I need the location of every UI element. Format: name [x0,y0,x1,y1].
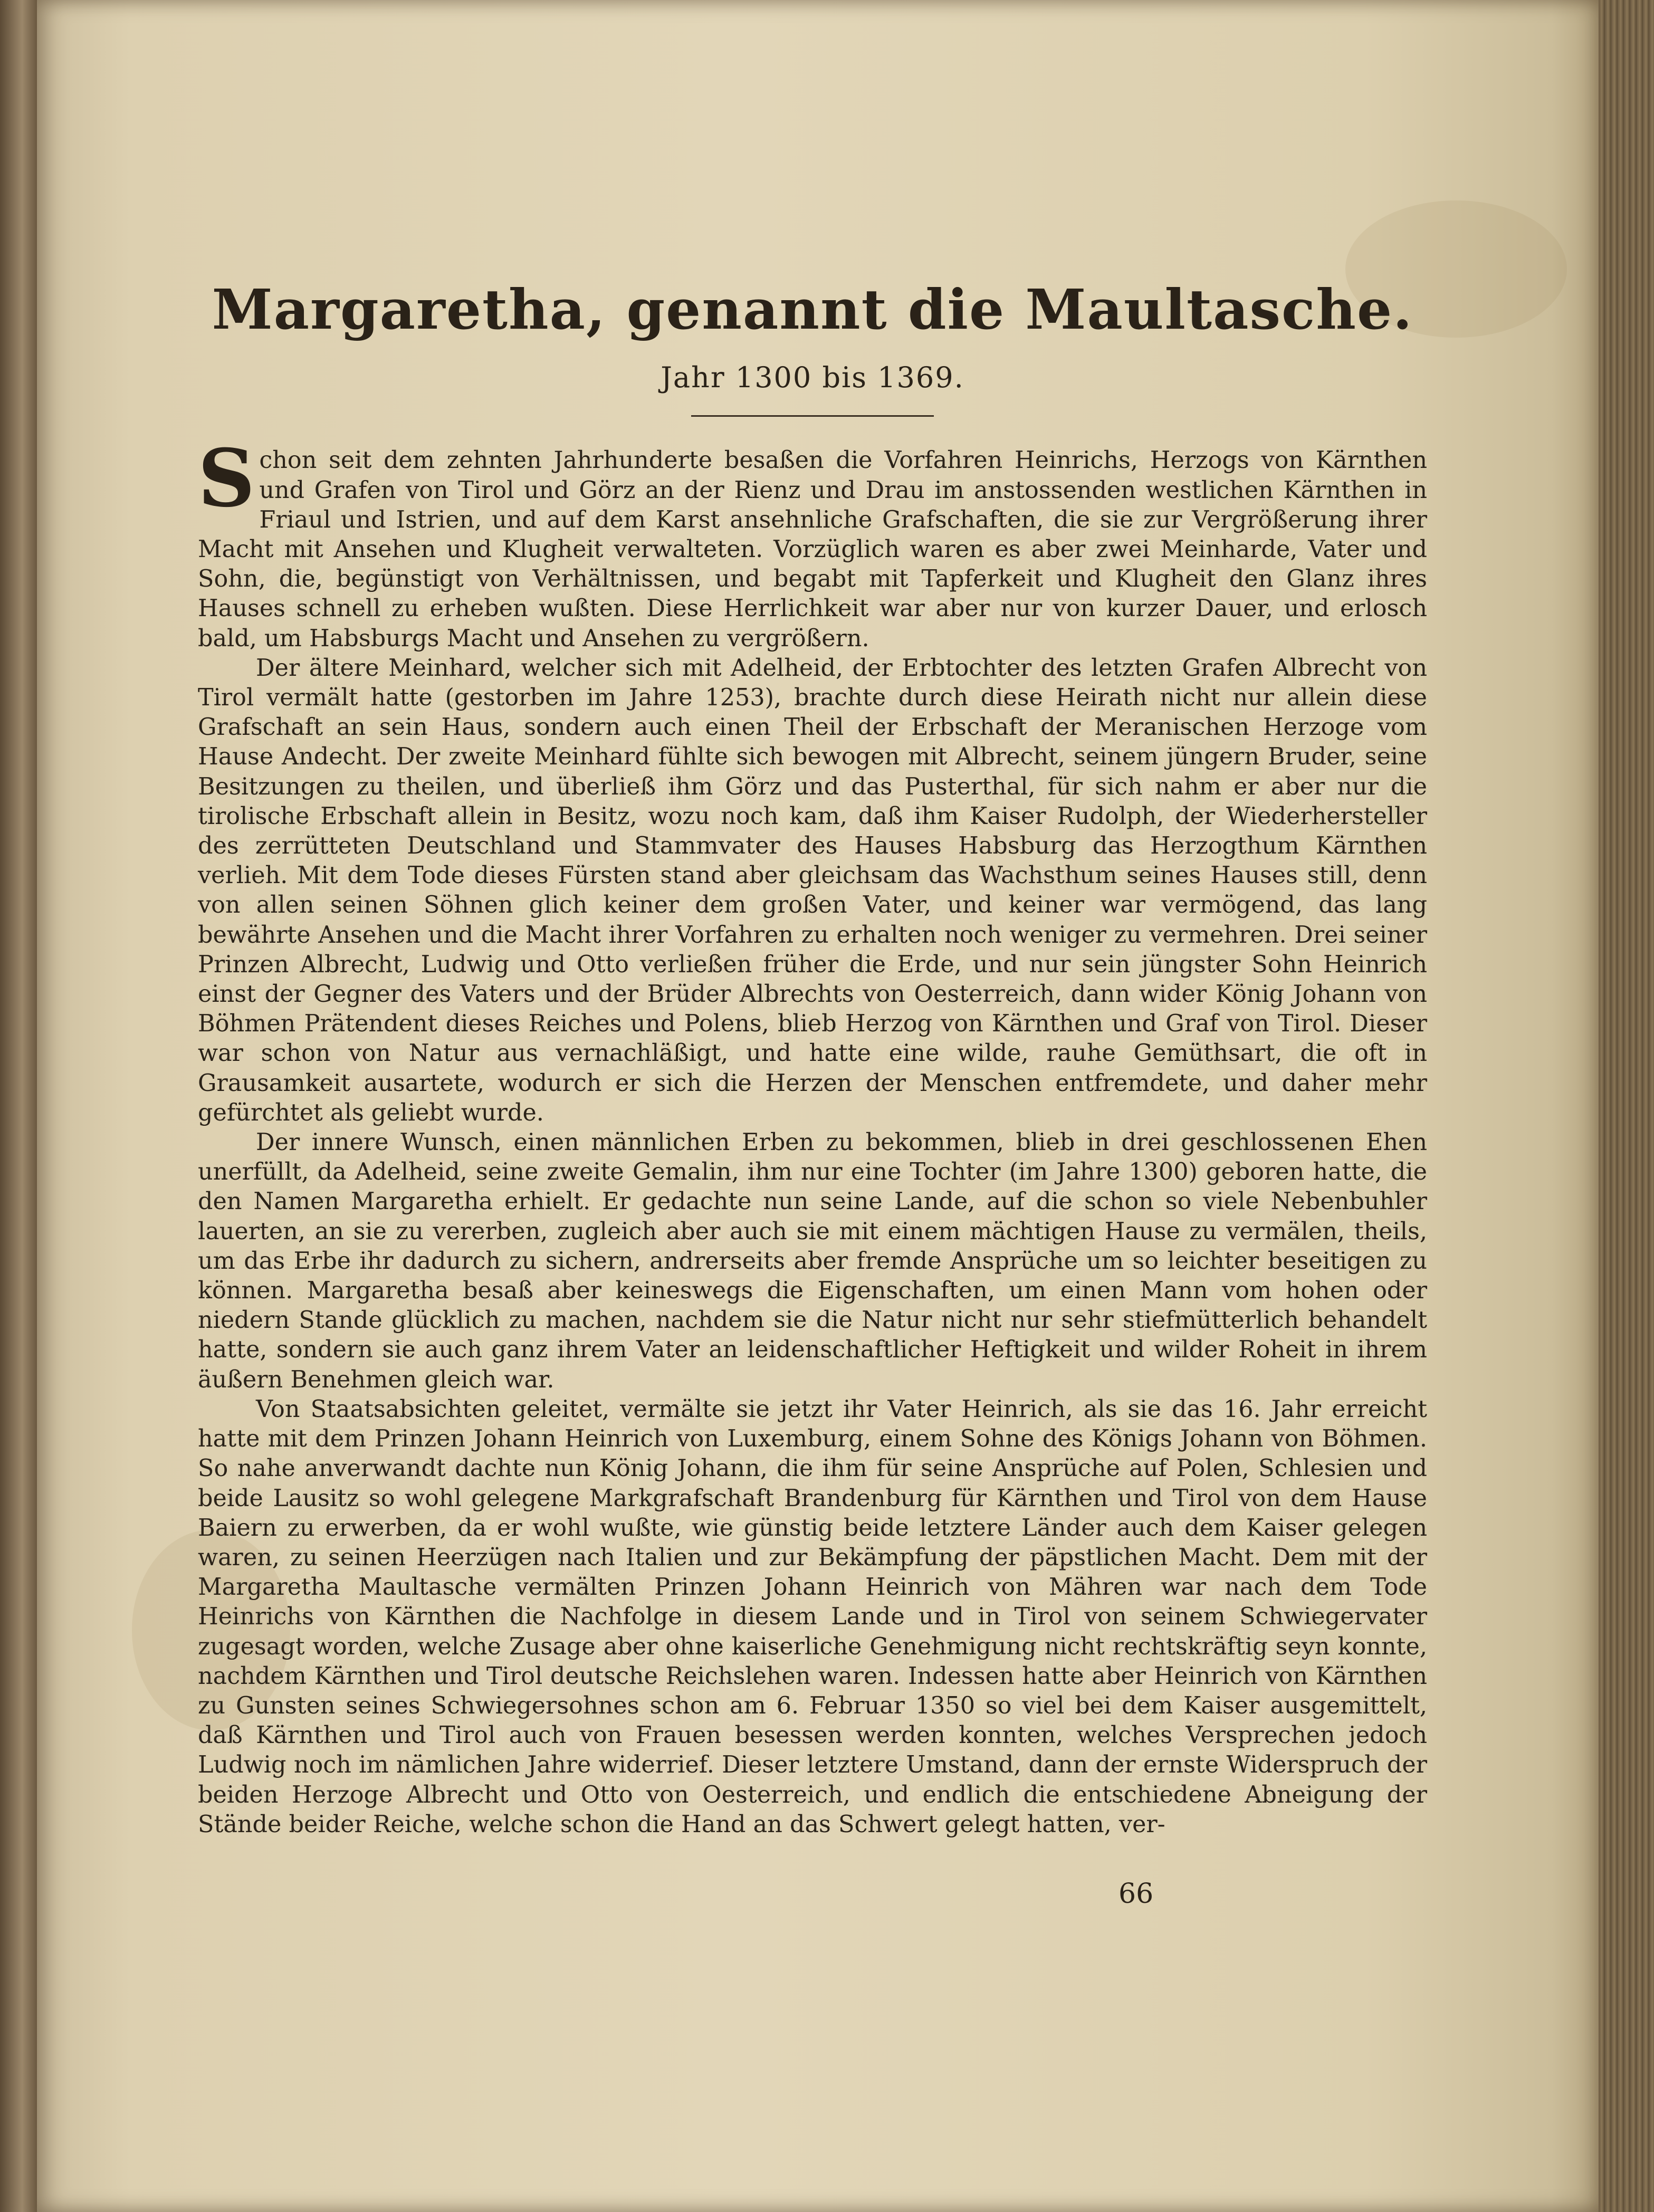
facing-page-edge [0,0,37,2212]
paragraph-2: Der ältere Meinhard, welcher sich mit Adelheid, der Erbtochter des letzten Grafen Albrecht von Tirol vermält hatte (gestorben im Jahre 1253), brachte durch diese Heirath nicht nur allein diese Grafschaft an sein Haus, sondern auch einen Theil der Erbschaft der Meranischen Herzoge vom Hause Andecht. Der zweite Meinhard fühlte sich bewogen mit Albrecht, seinem jüngern Bruder, seine Besitzungen zu theilen, und überließ ihm Görz und das Pusterthal, für sich nahm er aber nur die tirolische Erbschaft allein in Besitz, wozu noch kam, daß ihm Kaiser Rudolph, der Wiederhersteller des zerrütteten Deutschland und Stammvater des Hauses Habsburg das Herzogthum Kärnthen verlieh. Mit dem Tode dieses Fürsten stand aber gleichsam das Wachsthum seines Hauses still, denn von allen seinen Söhnen glich keiner dem großen Vater, und keiner war vermögend, das lang bewährte Ansehen und die Macht ihrer Vorfahren zu erhalten noch weniger zu vermehren. Drei seiner Prinzen Albrecht, Ludwig und Otto verließen früher die Erde, und nur sein jüngster Sohn Heinrich einst der Gegner des Vaters und der Brüder Albrechts von Oesterreich, dann wider König Johann von Böhmen Prätendent dieses Reiches und Polens, blieb Herzog von Kärnthen und Graf von Tirol. Dieser war schon von Natur aus vernachläßigt, und hatte eine wilde, rauhe Gemüthsart, die oft in Grausamkeit ausartete, wodurch er sich die Herzen der Menschen entfremdete, und daher mehr gefürchtet als geliebt wurde. [198,654,1427,1126]
divider-rule [691,415,934,417]
article-title: Margaretha, genannt die Maultasche. [212,277,1413,342]
paragraph-4: Von Staatsabsichten geleitet, vermälte sie jetzt ihr Vater Heinrich, als sie das 16. Jahr erreicht hatte mit dem Prinzen Johann Heinrich von Luxemburg, einem Sohne des Königs Johann von Böhmen. So nahe anverwandt dachte nun König Johann, die ihm für seine Ansprüche auf Polen, Schlesien und beide Lausitz so wohl gelegene Markgrafschaft Brandenburg für Kärnthen und Tirol von dem Hause Baiern zu erwerben, da er wohl wußte, wie günstig beide letztere Länder auch dem Kaiser gelegen waren, zu seinen Heerzügen nach Italien und zur Bekämpfung der päpstlichen Macht. Dem mit der Margaretha Maultasche vermälten Prinzen Johann Heinrich von Mähren war nach dem Tode Heinrichs von Kärnthen die Nachfolge in diesem Lande und in Tirol von seinem Schwiegervater zugesagt worden, welche Zusage aber ohne kaiserliche Genehmigung nicht rechtskräftig seyn konnte, nachdem Kärnthen und Tirol deutsche Reichslehen waren. Indessen hatte aber Heinrich von Kärnthen zu Gunsten seines Schwiegersohnes schon am 6. Februar 1350 so viel bei dem Kaiser ausgemittelt, daß Kärnthen und Tirol auch von Frauen besessen werden konnten, welches Versprechen jedoch Ludwig noch im nämlichen Jahre widerrief. Dieser letztere Umstand, dann der ernste Widerspruch der beiden Herzoge Albrecht und Otto von Oesterreich, und endlich die entschiedene Abneigung der Stände beider Reiche, welche schon die Hand an das Schwert gelegt hatten, ver- [198,1395,1427,1838]
paragraph-text: chon seit dem zehnten Jahrhunderte besaßen die Vorfahren Heinrichs, Herzogs von Kärnthen und Grafen von Tirol und Görz an der Rienz und Drau im anstossenden westlichen Kärnthen in Friaul und Istrien, und auf dem Karst ansehnliche Grafschaften, die sie zur Vergrößerung ihrer Macht mit Ansehen und Klugheit verwalteten. Vorzüglich waren es aber zwei Meinharde, Vater und Sohn, die, begünstigt von Verhältnissen, und begabt mit Tapferkeit und Klugheit den Glanz ihres Hauses schnell zu erheben wußten. Diese Herrlichkeit war aber nur von kurzer Dauer, und erlosch bald, um Habsburgs Macht und Ansehen zu vergrößern. [198,447,1427,652]
paragraph-3: Der innere Wunsch, einen männlichen Erben zu bekommen, blieb in drei geschlossenen Ehen unerfüllt, da Adelheid, seine zweite Gemalin, ihm nur eine Tochter (im Jahre 1300) geboren hatte, die den Namen Margaretha erhielt. Er gedachte nun seine Lande, auf die schon so viele Nebenbuhler lauerten, an sie zu vererben, zugleich aber auch sie mit einem mächtigen Hause zu vermälen, theils, um das Erbe ihr dadurch zu sichern, andrerseits aber fremde Ansprüche um so leichter beseitigen zu können. Margaretha besaß aber keineswegs die Eigenschaften, um einen Mann vom hohen oder niedern Stande glücklich zu machen, nachdem sie die Natur nicht nur sehr stiefmütterlich behandelt hatte, sondern sie auch ganz ihrem Vater an leidenschaftlicher Heftigkeit und wilder Roheit in ihrem äußern Benehmen gleich war. [198,1129,1427,1393]
article [198,253,1427,1840]
page-number: 66 [1118,1878,1154,1910]
page-edges [1599,0,1654,2212]
paragraph-1 [198,432,1427,653]
article-subtitle: Jahr 1300 bis 1369. [661,361,964,395]
drop-cap: S [198,432,255,525]
